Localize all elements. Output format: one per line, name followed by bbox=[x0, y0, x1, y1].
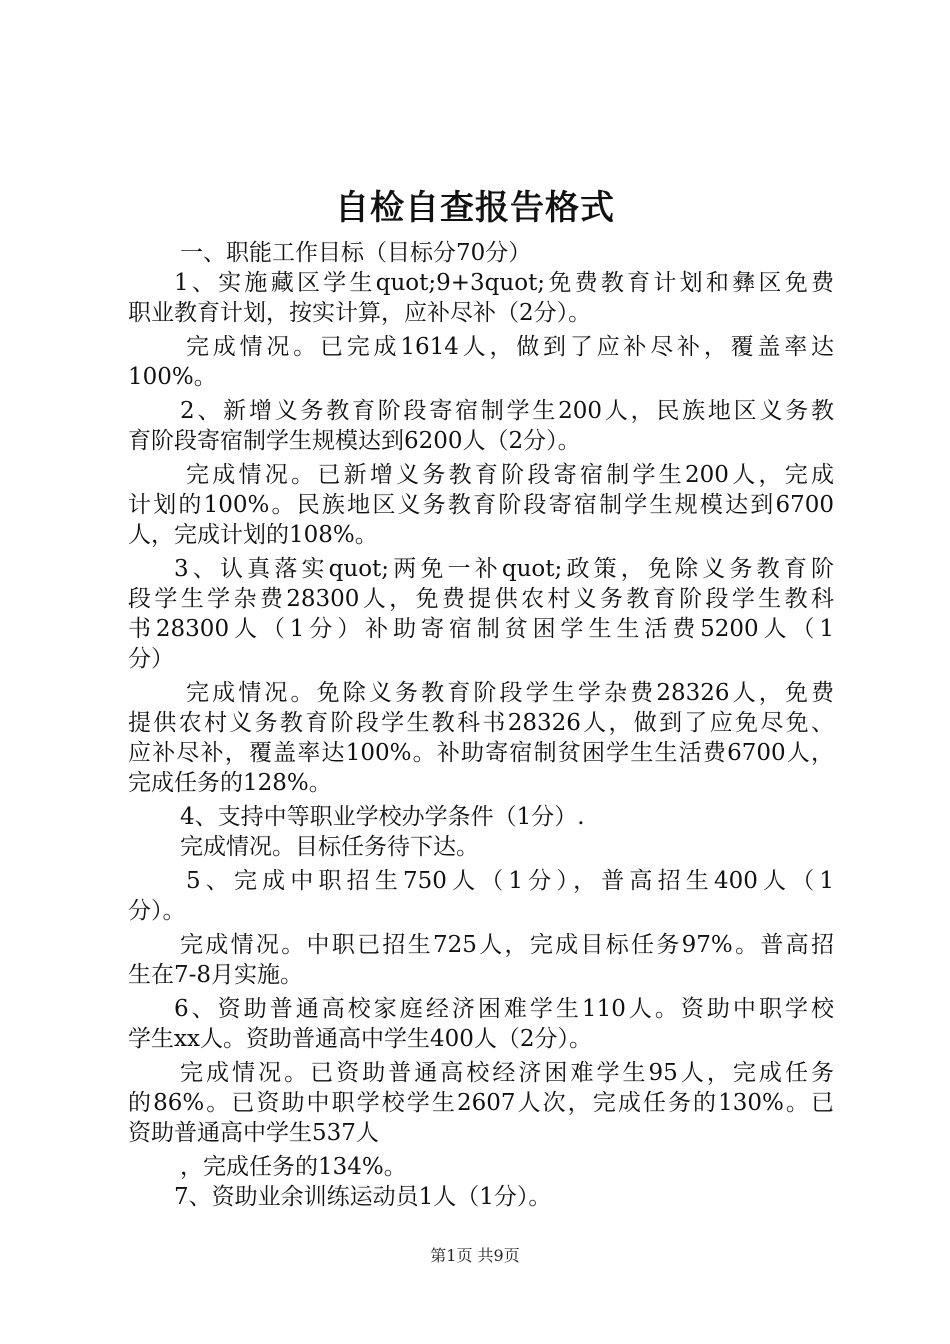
paragraph-line: 6、资助普通高校家庭经济困难学生110人。资助中职学校 bbox=[174, 996, 834, 1022]
paragraph-line: 完成任务的128%。 bbox=[128, 770, 332, 796]
paragraph-line: 计划的100%。民族地区义务教育阶段寄宿制学生规模达到6700 bbox=[128, 492, 834, 518]
paragraph-line: 1、实施藏区学生quot;9+3quot;免费教育计划和彝区免费 bbox=[174, 270, 834, 296]
paragraph-line: 7、资助业余训练运动员1人（1分）。 bbox=[174, 1184, 552, 1210]
paragraph-line: 人，完成计划的108%。 bbox=[128, 522, 378, 548]
paragraph-line: 的86%。已资助中职学校学生2607人次，完成任务的130%。已 bbox=[128, 1090, 834, 1116]
paragraph-line: 分）。 bbox=[128, 898, 186, 924]
paragraph-line: 完成情况。中职已招生725人，完成目标任务97%。普高招 bbox=[180, 932, 834, 958]
page-footer: 第1页 共9页 bbox=[430, 1246, 520, 1265]
paragraph-line: 学生xx人。资助普通高中学生400人（2分）。 bbox=[128, 1026, 592, 1052]
document-title: 自检自查报告格式 bbox=[335, 188, 615, 228]
paragraph-line: 完成情况。免除义务教育阶段学生学杂费28326人，免费 bbox=[186, 680, 834, 706]
paragraph-line: 书28300人（1分）补助寄宿制贫困学生生活费5200人（1 bbox=[128, 616, 834, 642]
paragraph-line: 段学生学杂费28300人，免费提供农村义务教育阶段学生教科 bbox=[128, 586, 834, 612]
paragraph-line: 100%。 bbox=[128, 364, 217, 390]
paragraph-line: 提供农村义务教育阶段学生教科书28326人，做到了应免尽免、 bbox=[128, 710, 834, 736]
paragraph-line: 资助普通高中学生537人 bbox=[128, 1120, 379, 1146]
paragraph-line: 完成情况。目标任务待下达。 bbox=[180, 834, 479, 860]
paragraph-line: 2、新增义务教育阶段寄宿制学生200人，民族地区义务教 bbox=[180, 398, 834, 424]
paragraph-line: 应补尽补，覆盖率达100%。补助寄宿制贫困学生生活费6700人， bbox=[128, 740, 834, 766]
paragraph-line: 完成情况。已完成1614人，做到了应补尽补，覆盖率达 bbox=[186, 334, 834, 360]
paragraph-line: 5、完成中职招生750人（1分），普高招生400人（1 bbox=[186, 868, 834, 894]
paragraph-line: 完成情况。已新增义务教育阶段寄宿制学生200人，完成 bbox=[186, 462, 834, 488]
paragraph-line: 分） bbox=[128, 646, 174, 672]
paragraph-line: 职业教育计划，按实计算，应补尽补（2分）。 bbox=[128, 300, 592, 326]
paragraph-line: 生在7-8月实施。 bbox=[128, 962, 304, 988]
section-heading: 一、职能工作目标（目标分70分） bbox=[180, 240, 532, 266]
paragraph-line: ，完成任务的134%。 bbox=[180, 1154, 407, 1180]
paragraph-line: 3、认真落实quot;两免一补quot;政策，免除义务教育阶 bbox=[174, 556, 834, 582]
document-body bbox=[128, 238, 834, 1212]
paragraph-line: 4、支持中等职业学校办学条件（1分）. bbox=[180, 804, 585, 830]
paragraph-line: 育阶段寄宿制学生规模达到6200人（2分）。 bbox=[128, 428, 581, 454]
paragraph-line: 完成情况。已资助普通高校经济困难学生95人，完成任务 bbox=[180, 1060, 834, 1086]
